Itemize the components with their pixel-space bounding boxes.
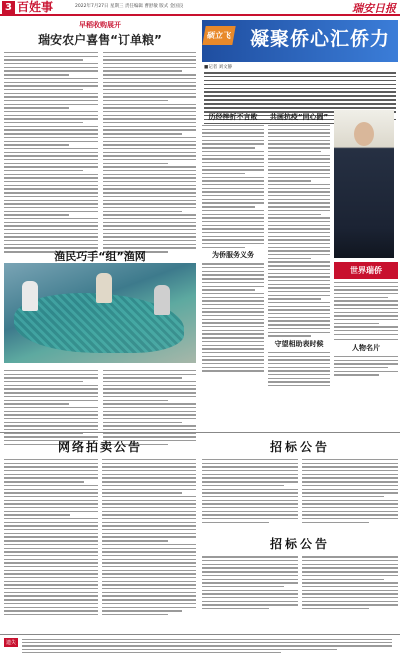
story-body xyxy=(4,52,196,255)
tender-title: 招标公告 xyxy=(269,440,330,454)
worker-figure xyxy=(154,285,170,315)
page-header xyxy=(0,0,400,16)
fishing-net-photo xyxy=(4,263,196,363)
feature-column-3 xyxy=(334,110,398,378)
photo-story-headline: 渔民巧手“组”渔网 xyxy=(54,250,146,263)
auction-notice xyxy=(4,438,196,618)
issue-meta: 2022年7月27日 星期三 责任编辑 曹舒敏 版式 金国良 xyxy=(75,4,184,9)
feature-subhead: 历经挫折不言败 xyxy=(208,113,258,121)
feature-subhead: 守望相助表时候 xyxy=(274,339,324,348)
worker-figure xyxy=(22,281,38,311)
footer-notices xyxy=(0,634,400,656)
portrait-photo xyxy=(334,110,394,258)
story-kicker: 早稻收购展开 xyxy=(79,21,121,29)
feature-subhead: 为侨服务义务 xyxy=(212,251,254,260)
story-headline: 瑞安农户喜售“订单粮” xyxy=(38,33,162,47)
lost-notice-tag: 遗失 xyxy=(6,640,17,646)
feature-subhead: 共画抗疫“同心圆” xyxy=(269,113,329,121)
tender-notices xyxy=(202,438,398,612)
photo-story-body xyxy=(4,366,196,447)
tender-title: 招标公告 xyxy=(269,537,330,552)
section-title: 百姓事 xyxy=(17,0,54,14)
page-number: 3 xyxy=(2,1,15,14)
section-box: 世界瑞侨 xyxy=(334,262,398,279)
profile-caption: 人物名片 xyxy=(352,344,380,353)
profile-card xyxy=(334,339,398,376)
feature-column-1 xyxy=(202,110,264,374)
feature-column-2 xyxy=(268,110,330,389)
feature-banner xyxy=(202,20,398,62)
feature-byline: ■记者 刘文静 xyxy=(204,65,233,70)
story-rice-orders xyxy=(4,20,196,255)
feature-flag: 硕立飞 xyxy=(202,26,235,45)
newspaper-logo: 瑞安日报 xyxy=(352,2,396,15)
worker-figure xyxy=(96,273,112,303)
notice-title: 网络拍卖公告 xyxy=(57,440,142,454)
section-divider xyxy=(0,432,400,433)
feature-title: 凝聚侨心汇侨力 xyxy=(250,28,391,50)
